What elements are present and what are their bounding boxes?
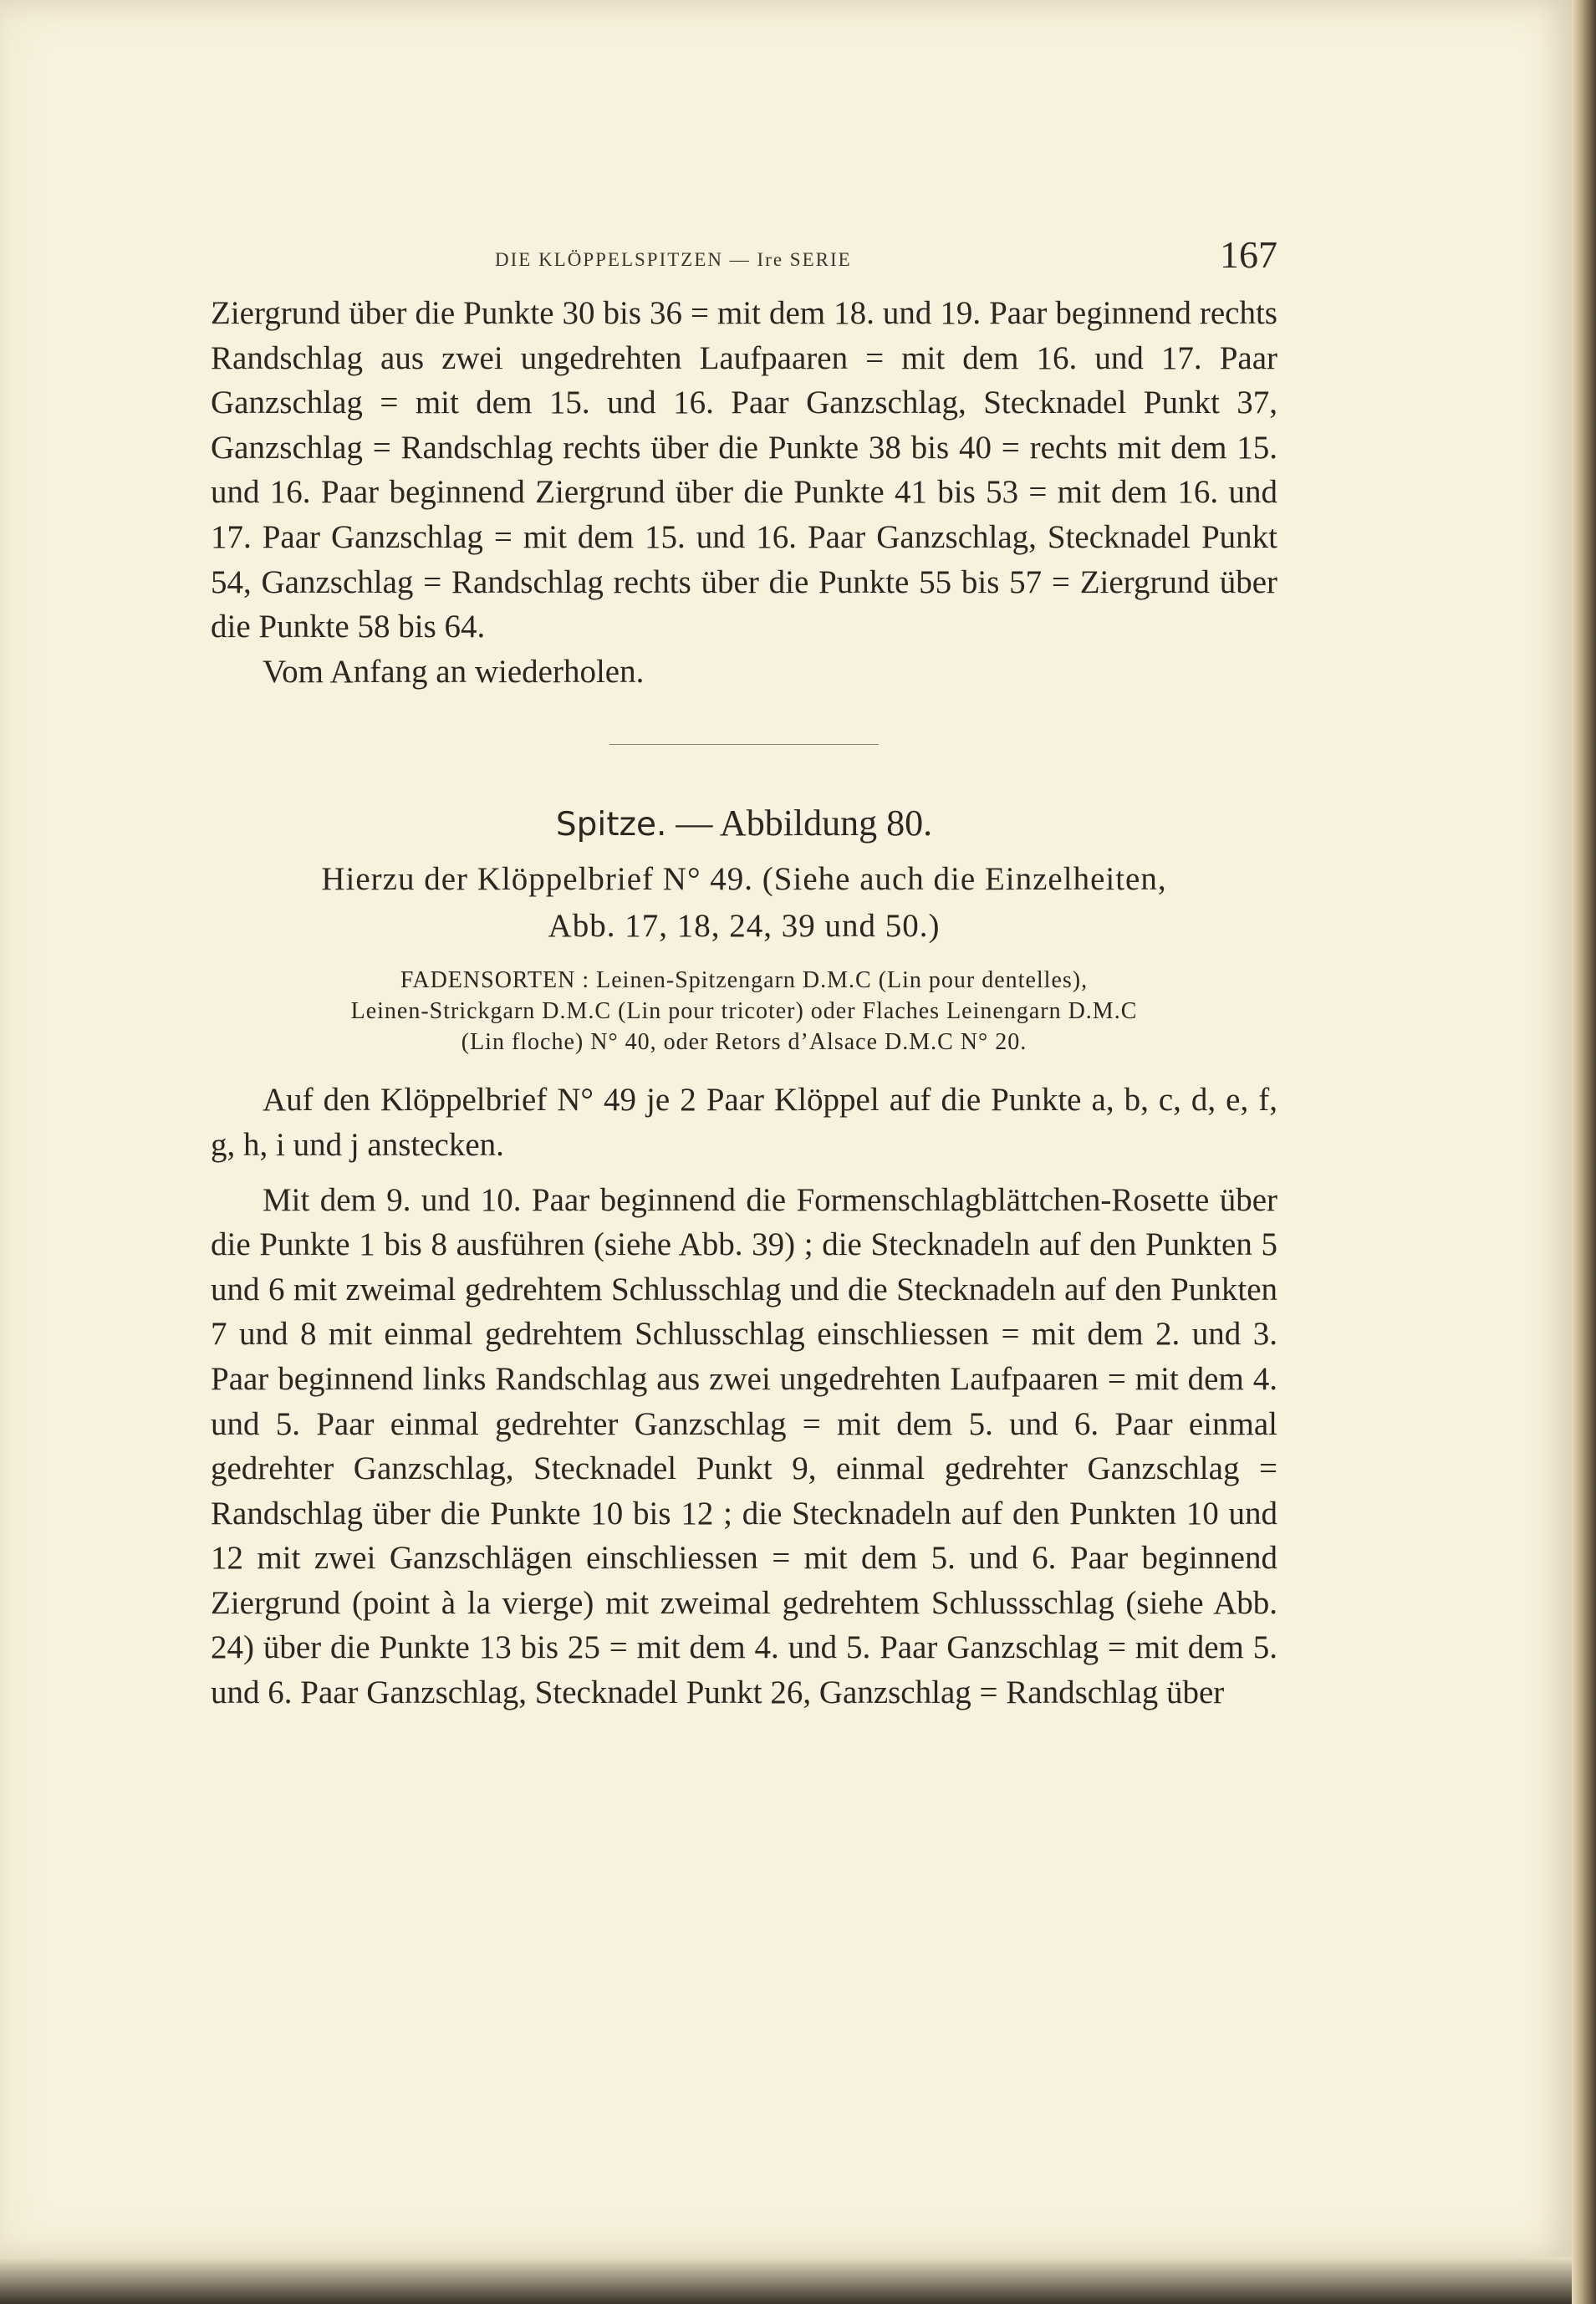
repeat-note: Vom Anfang an wiederholen. bbox=[263, 653, 645, 690]
threads-line-1: FADENSORTEN : Leinen-Spitzengarn D.M.C (Lin pour dentelles), bbox=[400, 967, 1089, 994]
section-subtitle bbox=[211, 856, 1277, 950]
page-number: 167 bbox=[1220, 233, 1277, 276]
running-head-title: DIE KLÖPPELSPITZEN — Ire SERIE bbox=[495, 249, 852, 270]
threads-line-2: Leinen-Strickgarn D.M.C (Lin pour tricoter) oder Flaches Leinengarn D.M.C bbox=[350, 998, 1138, 1025]
page-content bbox=[211, 232, 1277, 1715]
subtitle-line-1: Hierzu der Klöppelbrief N° 49. (Siehe auch die Einzelheiten, bbox=[321, 861, 1167, 898]
threads-line-3: (Lin floche) N° 40, oder Retors d’Alsace D.M.C N° 20. bbox=[461, 1029, 1027, 1056]
book-page-edge bbox=[1572, 0, 1596, 2304]
section-title-rest: — Abbildung 80. bbox=[666, 803, 933, 844]
section-heading bbox=[211, 802, 1277, 844]
paragraph-instructions-1: Auf den Klöppelbrief N° 49 je 2 Paar Klöppel auf die Punkte a, b, c, d, e, f, g, h, i und j anstecken. bbox=[211, 1082, 1277, 1163]
book-page-bottom bbox=[0, 2257, 1572, 2304]
section-divider bbox=[609, 744, 879, 745]
thread-types bbox=[211, 965, 1277, 1058]
paragraph-continued: Ziergrund über die Punkte 30 bis 36 = mit dem 18. und 19. Paar beginnend rechts Randschlag aus zwei ungedrehten Laufpaaren = mit dem 16. und 17. Paar Ganzschlag = mit dem 15. und 16. Paar Ganzschlag, Stecknadel Punkt 37, Ganzschlag = Randschlag rechts über die Punkte 38 bis 40 = rechts mit dem 15. und 16. Paar beginnend Ziergrund über die Punkte 41 bis 53 = mit dem 16. und 17. Paar Ganzschlag = mit dem 15. und 16. Paar Ganzschlag, Stecknadel Punkt 54, Ganzschlag = Randschlag rechts über die Punkte 55 bis 57 = Ziergrund über die Punkte 58 bis 64. bbox=[211, 295, 1277, 645]
subtitle-line-2: Abb. 17, 18, 24, 39 und 50.) bbox=[548, 908, 941, 945]
section-title-lead: Spitze. bbox=[555, 806, 667, 844]
running-head bbox=[211, 232, 1277, 291]
paragraph-instructions-2: Mit dem 9. und 10. Paar beginnend die Formenschlagblättchen-Rosette über die Punkte 1 bis 8 ausführen (siehe Abb. 39) ; die Stecknadeln auf den Punkten 5 und 6 mit zweimal gedrehtem Schlusschlag und die Stecknadeln auf den Punkten 7 und 8 mit einmal gedrehtem Schlusschlag einschliessen = mit dem 2. und 3. Paar beginnend links Randschlag aus zwei ungedrehten Laufpaaren = mit dem 4. und 5. Paar einmal gedrehter Ganzschlag = mit dem 5. und 6. Paar einmal gedrehter Ganzschlag, Stecknadel Punkt 9, einmal gedrehter Ganzschlag = Randschlag über die Punkte 10 bis 12 ; die Stecknadeln auf den Punkten 10 und 12 mit zwei Ganzschlägen einschliessen = mit dem 5. und 6. Paar beginnend Ziergrund (point à la vierge) mit zweimal gedrehtem Schlussschlag (siehe Abb. 24) über die Punkte 13 bis 25 = mit dem 4. und 5. Paar Ganzschlag = mit dem 5. und 6. Paar Ganzschlag, Stecknadel Punkt 26, Ganzschlag = Randschlag über bbox=[211, 1181, 1277, 1711]
